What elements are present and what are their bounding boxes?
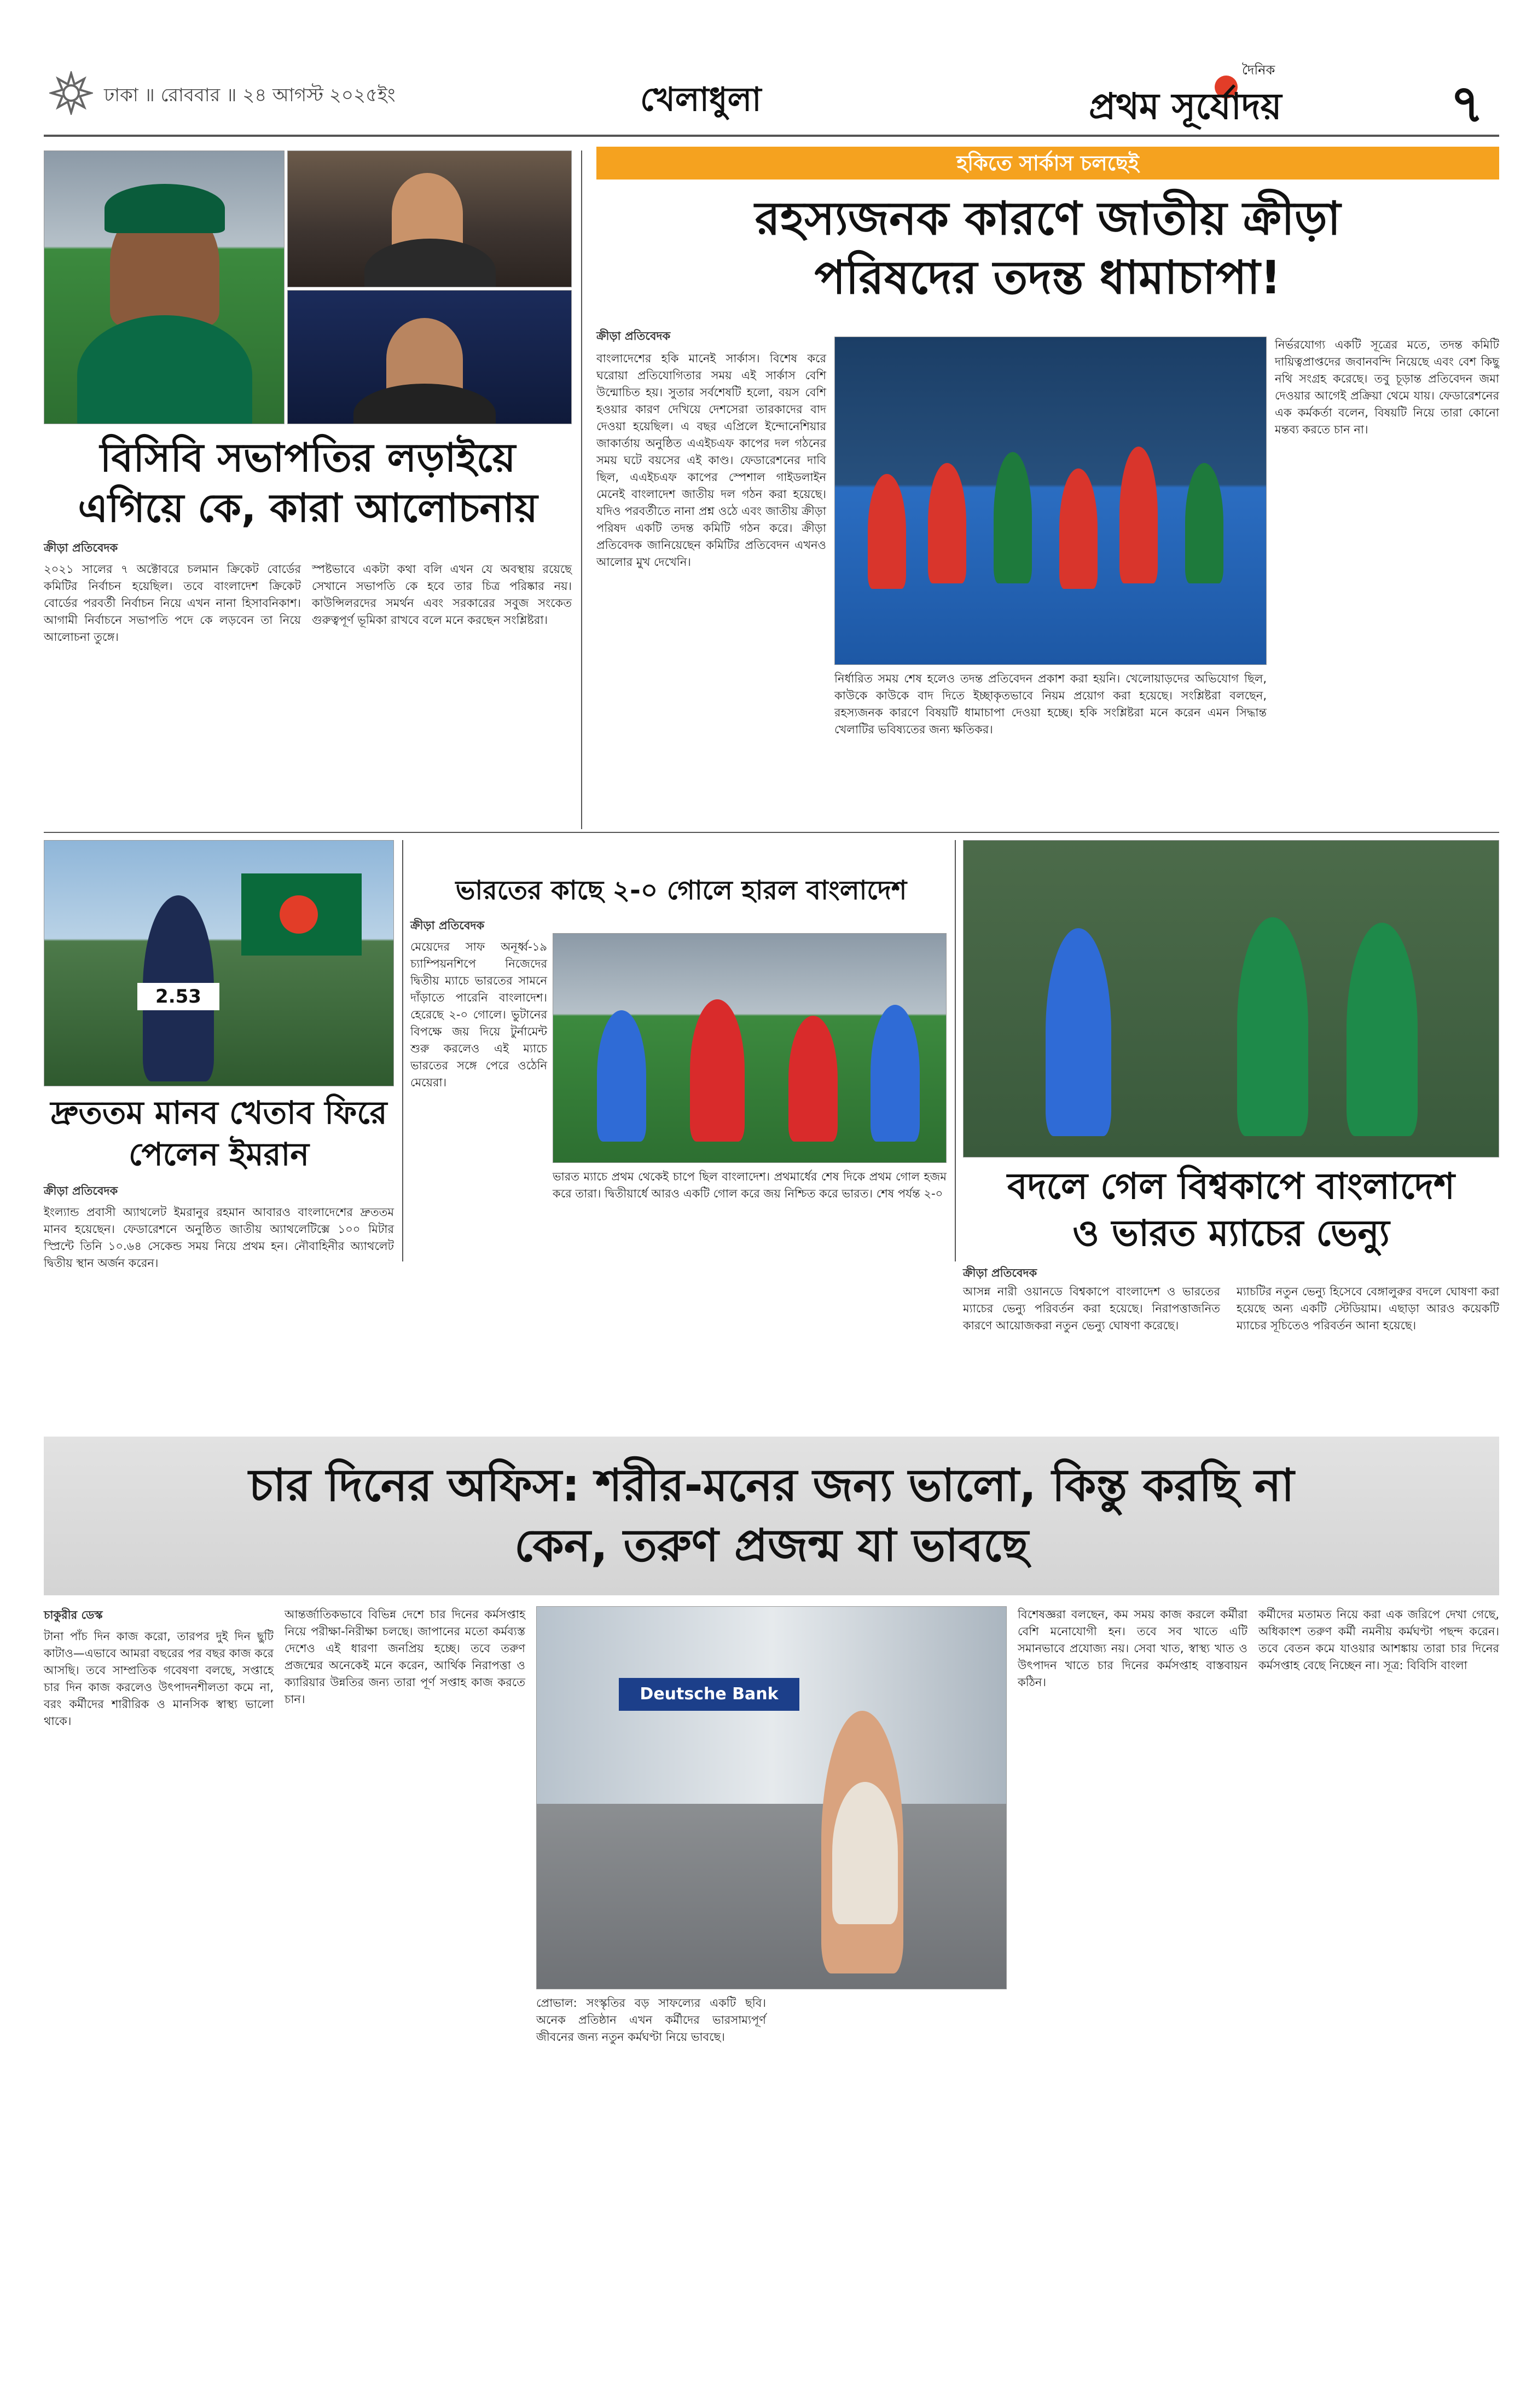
hockey-byline: ক্রীড়া প্রতিবেদক — [596, 329, 671, 343]
office-body-col4: কর্মীদের মতামত নিয়ে করা এক জরিপে দেখা গেছে, অধিকাংশ তরুণ কর্মী নমনীয় কর্মঘণ্টা পছন্দ করেন। তবে বেতন কমে যাওয়ার আশঙ্কায় তারা চার দিনের কর্মসপ্তাহ বেছে নিচ্ছেন না। সূত্র: বিবিসি বাংলা — [1258, 1608, 1499, 1672]
office-headline-line1: চার দিনের অফিস: শরীর-মনের জন্য ভালো, কিন্তু করছি না — [248, 1460, 1295, 1512]
page-number: ৭ — [1450, 73, 1484, 135]
divider-v3 — [955, 840, 956, 1261]
office-byline: চাকুরীর ডেস্ক — [44, 1608, 103, 1622]
hockey-body-col3: নির্ভরযোগ্য একটি সূত্রের মতে, তদন্ত কমিটি দায়িত্বপ্রাপ্তদের জবানবন্দি নিয়েছে এবং বেশ কিছু নথি সংগ্রহ করেছে। তবু চূড়ান্ত প্রতিবেদন জমা দেওয়ার আগেই প্রক্রিয়া থেমে যায়। ফেডারেশনের এক কর্মকর্তা বলেন, বিষয়টি নিয়ে তারা কোনো মন্তব্য করতে চান না। — [1275, 338, 1499, 436]
ornament-icon — [49, 71, 93, 115]
bcb-body-col1: ২০২১ সালের ৭ অক্টোবরে চলমান ক্রিকেট বোর্ডের কমিটির নির্বাচন হয়েছিল। তবে বাংলাদেশ ক্রিকেট বোর্ডের পরবর্তী নির্বাচন নিয়ে এখন নানা হিসাবনিকাশ। আগামী নির্বাচনে সভাপতি পদে কে লড়বেন তা নিয়ে আলোচনা তুঙ্গে। — [44, 563, 301, 644]
venue-byline: ক্রীড়া প্রতিবেদক — [963, 1266, 1037, 1280]
hockey-kicker-text: হকিতে সার্কাস চলছেই — [956, 151, 1139, 175]
bcb-headline-line2: এগিয়ে কে, কারা আলোচনায় — [78, 485, 538, 531]
bib-number: 2.53 — [137, 983, 219, 1010]
hockey-headline-line1: রহস্যজনক কারণে জাতীয় ক্রীড়া — [755, 192, 1341, 245]
saff-photo — [553, 933, 947, 1163]
imran-photo — [44, 840, 394, 1086]
saff-body-col2: ভারত ম্যাচে প্রথম থেকেই চাপে ছিল বাংলাদেশ। প্রথমার্ধের শেষ দিকে প্রথম গোল হজম করে তারা। দ্বিতীয়ার্ধে আরও একটি গোল করে জয় নিশ্চিত করে ভারত। শেষ পর্যন্ত ২-০ — [553, 1170, 947, 1200]
hockey-kicker — [596, 147, 1499, 180]
venue-body-col1: আসন্ন নারী ওয়ানডে বিশ্বকাপে বাংলাদেশ ও ভারতের ম্যাচের ভেন্যু পরিবর্তন করা হয়েছে। নিরাপত্তাজনিত কারণে আয়োজকরা নতুন ভেন্যু ঘোষণা করেছে। — [963, 1285, 1220, 1332]
bcb-byline: ক্রীড়া প্রতিবেদক — [44, 541, 118, 554]
divider-h1 — [44, 832, 1499, 833]
hockey-body-col2: নির্ধারিত সময় শেষ হলেও তদন্ত প্রতিবেদন প্রকাশ করা হয়নি। খেলোয়াড়দের অভিযোগ ছিল, কাউকে কাউকে বাদ দিতে ইচ্ছাকৃতভাবে নিয়ম প্রয়োগ করা হয়েছে। সংশ্লিষ্টরা বলছেন, রহস্যজনক কারণে বিষয়টি ধামাচাপা দেওয়া হচ্ছে। হকি সংশ্লিষ্টরা মনে করেন এমন সিদ্ধান্ত খেলাটির ভবিষ্যতের জন্য ক্ষতিকর। — [834, 672, 1267, 736]
divider-v2 — [402, 840, 403, 1261]
office-body-caption-col: প্রোভাল: সংস্কৃতির বড় সাফল্যের একটি ছবি। অনেক প্রতিষ্ঠান এখন কর্মীদের ভারসাম্যপূর্ণ জীবনের জন্য নতুন কর্মঘণ্টা নিয়ে ভাবছে। — [536, 1996, 766, 2044]
bcb-headline — [44, 432, 572, 533]
location-date: ঢাকা ॥ রোববার ॥ ২৪ আগস্ট ২০২৫ইং — [104, 84, 396, 106]
divider-v1 — [581, 150, 582, 829]
bcb-photo-bottom-right — [287, 290, 572, 424]
hockey-headline-line2: পরিষদের তদন্ত ধামাচাপা! — [814, 251, 1281, 304]
office-headline-line2: কেন, তরুণ প্রজন্ম যা ভাবছে — [514, 1520, 1029, 1572]
venue-photo — [963, 840, 1499, 1157]
venue-headline-line2: ও ভারত ম্যাচের ভেন্যু — [1072, 1212, 1390, 1254]
imran-headline — [44, 1092, 394, 1175]
paper-name: প্রথম সূর্যোদয় — [1089, 85, 1282, 128]
office-body-col3: বিশেষজ্ঞরা বলছেন, কম সময় কাজ করলে কর্মীরা বেশি মনোযোগী হন। তবে সব খাতে এটি সমানভাবে প্রযোজ্য নয়। সেবা খাত, স্বাস্থ্য খাত ও উৎপাদন খাতে চার দিনের কর্মসপ্তাহ বাস্তবায়ন কঠিন। — [1018, 1608, 1247, 1689]
section-title: খেলাধুলা — [640, 80, 762, 119]
imran-byline: ক্রীড়া প্রতিবেদক — [44, 1184, 118, 1197]
paper-logo — [1078, 60, 1417, 131]
imran-headline-line2: পেলেন ইমরান — [129, 1136, 309, 1173]
hockey-headline — [596, 189, 1499, 307]
masthead — [44, 60, 1499, 137]
paper-kicker: দৈনিক — [1242, 62, 1275, 78]
office-headline — [44, 1456, 1499, 1576]
imran-headline-line1: দ্রুততম মানব খেতাব ফিরে — [50, 1094, 387, 1131]
masthead-rule — [44, 135, 1499, 137]
venue-body-col2: ম্যাচটির নতুন ভেন্যু হিসেবে বেঙ্গালুরুর বদলে ঘোষণা করা হয়েছে অন্য একটি স্টেডিয়াম। এছাড়া আরও কয়েকটি ম্যাচের সূচিতেও পরিবর্তন আনা হয়েছে। — [1237, 1285, 1499, 1332]
office-body-col1: টানা পাঁচ দিন কাজ করো, তারপর দুই দিন ছুটি কাটাও—এভাবে আমরা বছরের পর বছর কাজ করে আসছি। তবে সাম্প্রতিক গবেষণা বলছে, সপ্তাহে চার দিন কাজ করলেও উৎপাদনশীলতা কমে না, বরং কর্মীদের শারীরিক ও মানসিক স্বাস্থ্য ভালো থাকে। — [44, 1630, 274, 1728]
venue-headline — [963, 1163, 1499, 1257]
bcb-body-col2: স্পষ্টভাবে একটা কথা বলি এখন যে অবস্থায় রয়েছে সেখানে সভাপতি কে হবে তার চিত্র পরিষ্কার নয়। কাউন্সিলরদের সমর্থন এবং সরকারের সবুজ সংকেত গুরুত্বপূর্ণ ভূমিকা রাখবে বলে মনে করছেন সংশ্লিষ্টরা। — [312, 563, 572, 627]
bank-sign-text: Deutsche Bank — [640, 1685, 779, 1704]
bcb-photo-left — [44, 150, 285, 424]
saff-headline: ভারতের কাছে ২-০ গোলে হারল বাংলাদেশ — [455, 875, 907, 906]
hockey-body-col1: বাংলাদেশের হকি মানেই সার্কাস। বিশেষ করে ঘরোয়া প্রতিযোগিতার সময় এই সার্কাস বেশি উন্মোচিত হয়। সুতার সর্বশেষটি হলো, বয়স বেশি হওয়ার কারণ দেখিয়ে দেশসেরা তারকাদের বাদ দেওয়া হয়েছিল। এ বছর এপ্রিলে ইন্দোনেশিয়ার জাকার্তায় অনুষ্ঠিত এএইচএফ কাপের দল গঠনের সময় ঘটে বয়সের এই কাণ্ড। ফেডারেশনের দাবি ছিল, এএইচএফ কাপের স্পেশাল গাইডলাইন মেনেই বাংলাদেশ জাতীয় দল গঠন করা হয়েছে। যদিও পরবর্তীতে নানা প্রশ্ন ওঠে এবং জাতীয় ক্রীড়া পরিষদ একটি তদন্ত কমিটি গঠন করে। ক্রীড়া প্রতিবেদক জানিয়েছেন কমিটির প্রতিবেদন এখনও আলোর মুখ দেখেনি। — [596, 352, 826, 569]
bcb-photo-top-right — [287, 150, 572, 287]
bank-sign — [619, 1678, 799, 1711]
saff-byline: ক্রীড়া প্রতিবেদক — [410, 919, 485, 932]
bcb-headline-line1: বিসিবি সভাপতির লড়াইয়ে — [100, 435, 516, 481]
venue-headline-line1: বদলে গেল বিশ্বকাপে বাংলাদেশ — [1007, 1165, 1455, 1207]
office-body-col2: আন্তর্জাতিকভাবে বিভিন্ন দেশে চার দিনের কর্মসপ্তাহ নিয়ে পরীক্ষা-নিরীক্ষা চলছে। জাপানের মতো কর্মব্যস্ত দেশেও এই ধারণা জনপ্রিয় হচ্ছে। তবে তরুণ প্রজন্মের অনেকেই মনে করেন, আর্থিক নিরাপত্তা ও ক্যারিয়ার উন্নতির জন্য তারা পূর্ণ সপ্তাহ কাজ করতে চান। — [285, 1608, 525, 1706]
hockey-photo — [834, 337, 1267, 665]
saff-body-col1: মেয়েদের সাফ অনূর্ধ্ব-১৯ চ্যাম্পিয়নশিপে নিজেদের দ্বিতীয় ম্যাচে ভারতের সামনে দাঁড়াতে পারেনি বাংলাদেশ। হেরেছে ২-০ গোলে। ভুটানের বিপক্ষে জয় দিয়ে টুর্নামেন্ট শুরু করলেও এই ম্যাচে ভারতের সঙ্গে পেরে ওঠেনি মেয়েরা। — [410, 940, 547, 1089]
imran-body: ইংল্যান্ড প্রবাসী অ্যাথলেট ইমরানুর রহমান আবারও বাংলাদেশের দ্রুততম মানব হয়েছেন। ফেডারেশনে অনুষ্ঠিত জাতীয় অ্যাথলেটিক্সে ১০০ মিটার স্প্রিন্টে তিনি ১০.৬৪ সেকেন্ড সময় নিয়ে প্রথম হন। নৌবাহিনীর অ্যাথলেট দ্বিতীয় স্থান অর্জন করেন। — [44, 1206, 394, 1270]
office-photo — [536, 1606, 1007, 1989]
